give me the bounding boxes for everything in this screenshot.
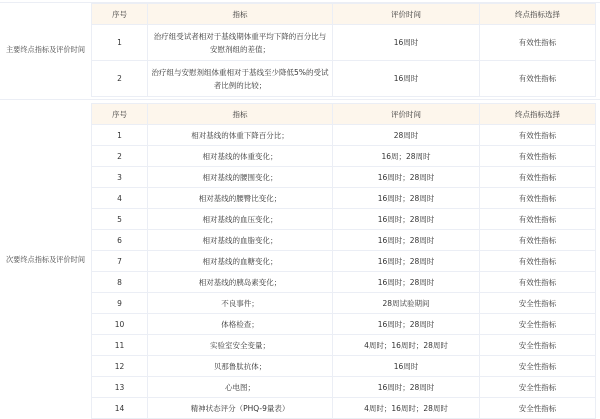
table-row (92, 335, 596, 356)
cell-time: 16周时；28周时 (333, 377, 480, 398)
cell-choice: 有效性指标 (480, 146, 596, 167)
cell-indicator: 相对基线的腰围变化； (148, 167, 333, 188)
cell-indicator: 体格检查； (148, 314, 333, 335)
cell-indicator: 相对基线的体重下降百分比； (148, 125, 333, 146)
cell-no: 10 (92, 314, 148, 335)
cell-no: 13 (92, 377, 148, 398)
table-row (92, 61, 596, 97)
cell-no: 5 (92, 209, 148, 230)
cell-choice: 有效性指标 (480, 25, 596, 61)
cell-indicator: 相对基线的血脂变化； (148, 230, 333, 251)
cell-no: 6 (92, 230, 148, 251)
table-row (92, 167, 596, 188)
primary-endpoints-section (0, 2, 600, 96)
cell-time: 28周试验期间 (333, 293, 480, 314)
cell-no: 9 (92, 293, 148, 314)
cell-time: 16周时；28周时 (333, 230, 480, 251)
cell-no: 8 (92, 272, 148, 293)
cell-choice: 有效性指标 (480, 209, 596, 230)
cell-indicator: 心电图； (148, 377, 333, 398)
cell-time: 16周时；28周时 (333, 209, 480, 230)
table-row (92, 25, 596, 61)
cell-choice: 有效性指标 (480, 251, 596, 272)
table-row (92, 146, 596, 167)
column-header-choice: 终点指标选择 (480, 4, 596, 25)
cell-no: 7 (92, 251, 148, 272)
primary-endpoints-label: 主要终点指标及评价时间 (5, 44, 86, 54)
table-row (92, 356, 596, 377)
table-row (92, 314, 596, 335)
cell-indicator: 贝那鲁肽抗体； (148, 356, 333, 377)
cell-choice: 有效性指标 (480, 125, 596, 146)
cell-choice: 有效性指标 (480, 230, 596, 251)
cell-no: 4 (92, 188, 148, 209)
secondary-endpoints-table (91, 103, 596, 419)
cell-choice: 有效性指标 (480, 188, 596, 209)
table-row (92, 209, 596, 230)
cell-time: 4周时；16周时；28周时 (333, 398, 480, 419)
primary-endpoints-table (91, 3, 596, 97)
cell-time: 28周时 (333, 125, 480, 146)
table-header-row (92, 4, 596, 25)
cell-choice: 安全性指标 (480, 335, 596, 356)
cell-no: 2 (92, 146, 148, 167)
table-row (92, 188, 596, 209)
cell-choice: 有效性指标 (480, 272, 596, 293)
cell-indicator: 相对基线的体重变化； (148, 146, 333, 167)
cell-no: 2 (92, 61, 148, 97)
cell-choice: 安全性指标 (480, 293, 596, 314)
cell-no: 11 (92, 335, 148, 356)
table-header-row (92, 104, 596, 125)
cell-indicator: 相对基线的血压变化； (148, 209, 333, 230)
secondary-endpoints-label: 次要终点指标及评价时间 (5, 254, 86, 264)
cell-time: 16周时；28周时 (333, 251, 480, 272)
cell-indicator: 治疗组受试者相对于基线期体重平均下降的百分比与安慰剂组的差值； (148, 25, 333, 61)
cell-choice: 安全性指标 (480, 377, 596, 398)
column-header-no: 序号 (92, 4, 148, 25)
column-header-indicator: 指标 (148, 4, 333, 25)
cell-choice: 安全性指标 (480, 314, 596, 335)
cell-indicator: 精神状态评分（PHQ-9量表） (148, 398, 333, 419)
cell-no: 3 (92, 167, 148, 188)
cell-choice: 有效性指标 (480, 61, 596, 97)
table-row (92, 230, 596, 251)
cell-time: 16周时；28周时 (333, 272, 480, 293)
column-header-no: 序号 (92, 104, 148, 125)
cell-time: 4周时；16周时；28周时 (333, 335, 480, 356)
cell-time: 16周时；28周时 (333, 188, 480, 209)
cell-indicator: 相对基线的血糖变化； (148, 251, 333, 272)
table-row (92, 398, 596, 419)
cell-time: 16周时；28周时 (333, 314, 480, 335)
secondary-endpoints-section (0, 99, 600, 419)
cell-no: 14 (92, 398, 148, 419)
column-header-indicator: 指标 (148, 104, 333, 125)
table-row (92, 293, 596, 314)
cell-choice: 安全性指标 (480, 398, 596, 419)
cell-choice: 安全性指标 (480, 356, 596, 377)
cell-time: 16周时 (333, 356, 480, 377)
cell-indicator: 实验室安全变量； (148, 335, 333, 356)
cell-no: 12 (92, 356, 148, 377)
cell-time: 16周时 (333, 61, 480, 97)
column-header-time: 评价时间 (333, 104, 480, 125)
column-header-choice: 终点指标选择 (480, 104, 596, 125)
table-row (92, 377, 596, 398)
cell-time: 16周时 (333, 25, 480, 61)
cell-indicator: 相对基线的胰岛素变化； (148, 272, 333, 293)
cell-choice: 有效性指标 (480, 167, 596, 188)
cell-time: 16周时；28周时 (333, 167, 480, 188)
cell-indicator: 治疗组与安慰剂组体重相对于基线至少降低5%的受试者比例的比较； (148, 61, 333, 97)
cell-no: 1 (92, 125, 148, 146)
cell-indicator: 相对基线的腰臀比变化； (148, 188, 333, 209)
cell-time: 16周；28周时 (333, 146, 480, 167)
cell-indicator: 不良事件； (148, 293, 333, 314)
table-row (92, 272, 596, 293)
table-row (92, 251, 596, 272)
column-header-time: 评价时间 (333, 4, 480, 25)
cell-no: 1 (92, 25, 148, 61)
table-row (92, 125, 596, 146)
